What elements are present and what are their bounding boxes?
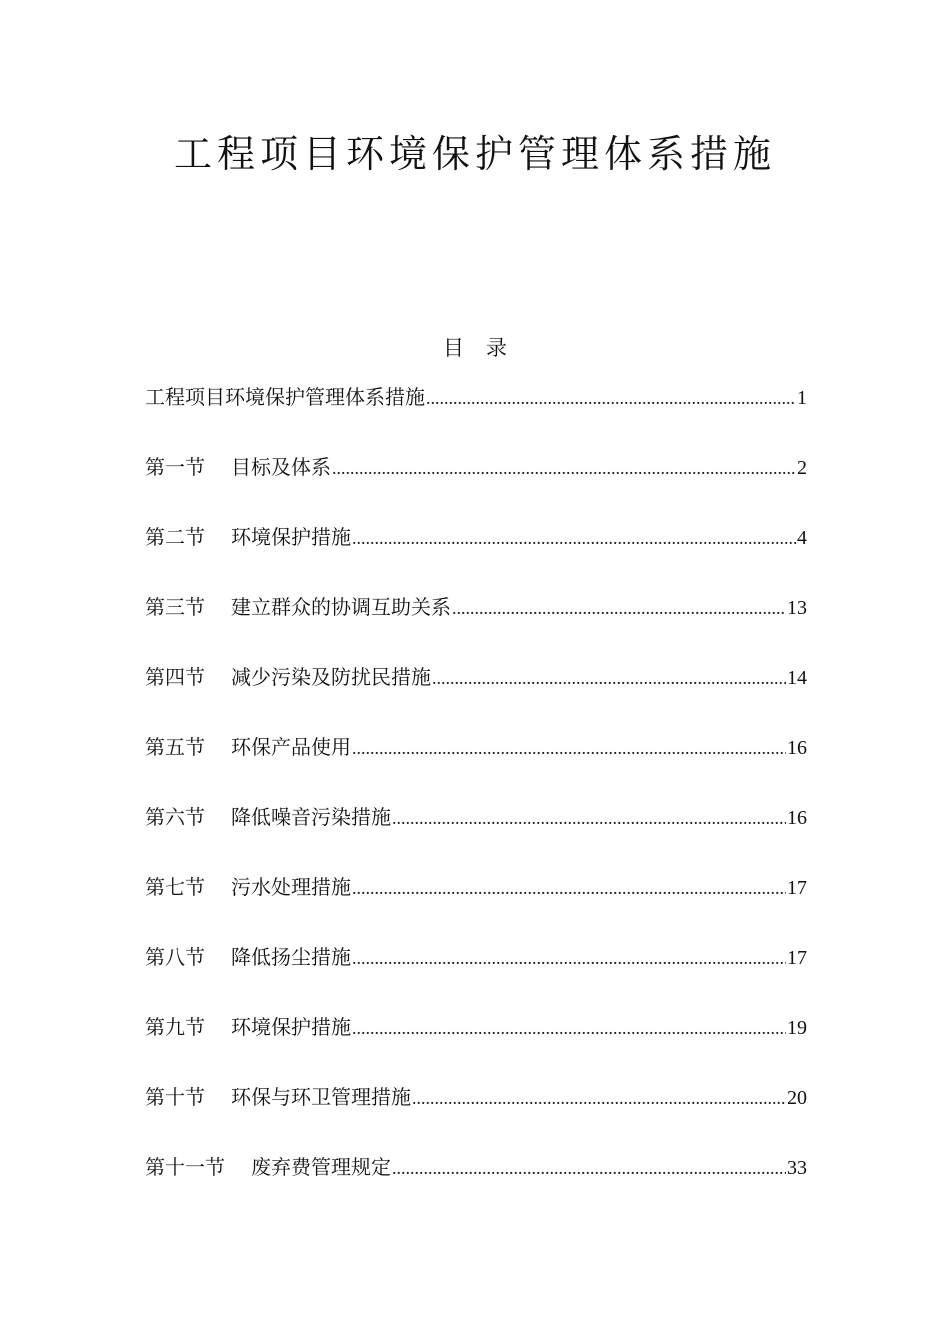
toc-entry-title: 污水处理措施 — [231, 875, 351, 899]
toc-entry-label — [145, 383, 425, 411]
toc-section-number: 第八节 — [145, 945, 205, 969]
toc-dot-leader — [352, 1014, 786, 1042]
toc-dot-leader — [332, 454, 796, 482]
toc-entry[interactable] — [145, 873, 807, 943]
toc-entry-title: 减少污染及防扰民措施 — [231, 665, 431, 689]
toc-section-number: 第九节 — [145, 1015, 205, 1039]
toc-entry-label — [145, 733, 351, 761]
toc-entry-label — [145, 803, 391, 831]
toc-page-number: 2 — [797, 457, 807, 479]
toc-entry[interactable] — [145, 1083, 807, 1153]
toc-entry-label — [145, 1153, 391, 1181]
toc-section-number: 第七节 — [145, 875, 205, 899]
toc-entry-label — [145, 1013, 351, 1041]
toc-page-number: 16 — [787, 737, 807, 759]
toc-dot-leader — [352, 874, 786, 902]
toc-entry-title: 目标及体系 — [231, 455, 331, 479]
toc-entry[interactable] — [145, 663, 807, 733]
toc-section-number: 第三节 — [145, 595, 205, 619]
toc-entry-label — [145, 523, 351, 551]
toc-entry-title: 工程项目环境保护管理体系措施 — [145, 385, 425, 409]
toc-entry[interactable] — [145, 453, 807, 523]
toc-page-number: 33 — [787, 1157, 807, 1179]
toc-section-number: 第二节 — [145, 525, 205, 549]
document-title: 工程项目环境保护管理体系措施 — [173, 132, 776, 176]
toc-entry[interactable] — [145, 1013, 807, 1083]
toc-entry[interactable] — [145, 593, 807, 663]
toc-dot-leader — [352, 944, 786, 972]
toc-dot-leader — [412, 1084, 786, 1112]
toc-entry[interactable] — [145, 943, 807, 1013]
toc-dot-leader — [352, 734, 786, 762]
toc-section-number: 第五节 — [145, 735, 205, 759]
toc-page-number: 4 — [797, 527, 807, 549]
toc-entry[interactable] — [145, 1153, 807, 1223]
toc-heading: 目录 — [443, 336, 529, 360]
toc-entry-label — [145, 593, 451, 621]
toc-section-number: 第十一节 — [145, 1155, 225, 1179]
toc-entry-title: 降低噪音污染措施 — [231, 805, 391, 829]
toc-entry-label — [145, 873, 351, 901]
toc-entry-title: 降低扬尘措施 — [231, 945, 351, 969]
toc-page-number: 1 — [797, 387, 807, 409]
toc-page-number: 13 — [787, 597, 807, 619]
toc-dot-leader — [426, 384, 796, 412]
toc-dot-leader — [392, 804, 786, 832]
toc-page-number: 17 — [787, 947, 807, 969]
toc-entry-label — [145, 1083, 411, 1111]
toc-page-number: 17 — [787, 877, 807, 899]
toc-section-number: 第十节 — [145, 1085, 205, 1109]
table-of-contents — [145, 383, 807, 1223]
toc-entry-title: 建立群众的协调互助关系 — [231, 595, 451, 619]
toc-page-number: 16 — [787, 807, 807, 829]
toc-entry-title: 环境保护措施 — [231, 1015, 351, 1039]
toc-entry-title: 环境保护措施 — [231, 525, 351, 549]
toc-entry[interactable] — [145, 523, 807, 593]
toc-entry[interactable] — [145, 803, 807, 873]
toc-entry-title: 环保与环卫管理措施 — [231, 1085, 411, 1109]
toc-dot-leader — [432, 664, 786, 692]
toc-page-number: 14 — [787, 667, 807, 689]
toc-dot-leader — [352, 524, 796, 552]
toc-entry-title: 环保产品使用 — [231, 735, 351, 759]
toc-section-number: 第六节 — [145, 805, 205, 829]
toc-entry-label — [145, 943, 351, 971]
toc-dot-leader — [452, 594, 786, 622]
toc-dot-leader — [392, 1154, 786, 1182]
toc-section-number: 第一节 — [145, 455, 205, 479]
toc-entry-label — [145, 453, 331, 481]
toc-page-number: 20 — [787, 1087, 807, 1109]
toc-entry-label — [145, 663, 431, 691]
toc-entry-title: 废弃费管理规定 — [251, 1155, 391, 1179]
toc-entry[interactable] — [145, 383, 807, 453]
toc-section-number: 第四节 — [145, 665, 205, 689]
toc-entry[interactable] — [145, 733, 807, 803]
toc-page-number: 19 — [787, 1017, 807, 1039]
